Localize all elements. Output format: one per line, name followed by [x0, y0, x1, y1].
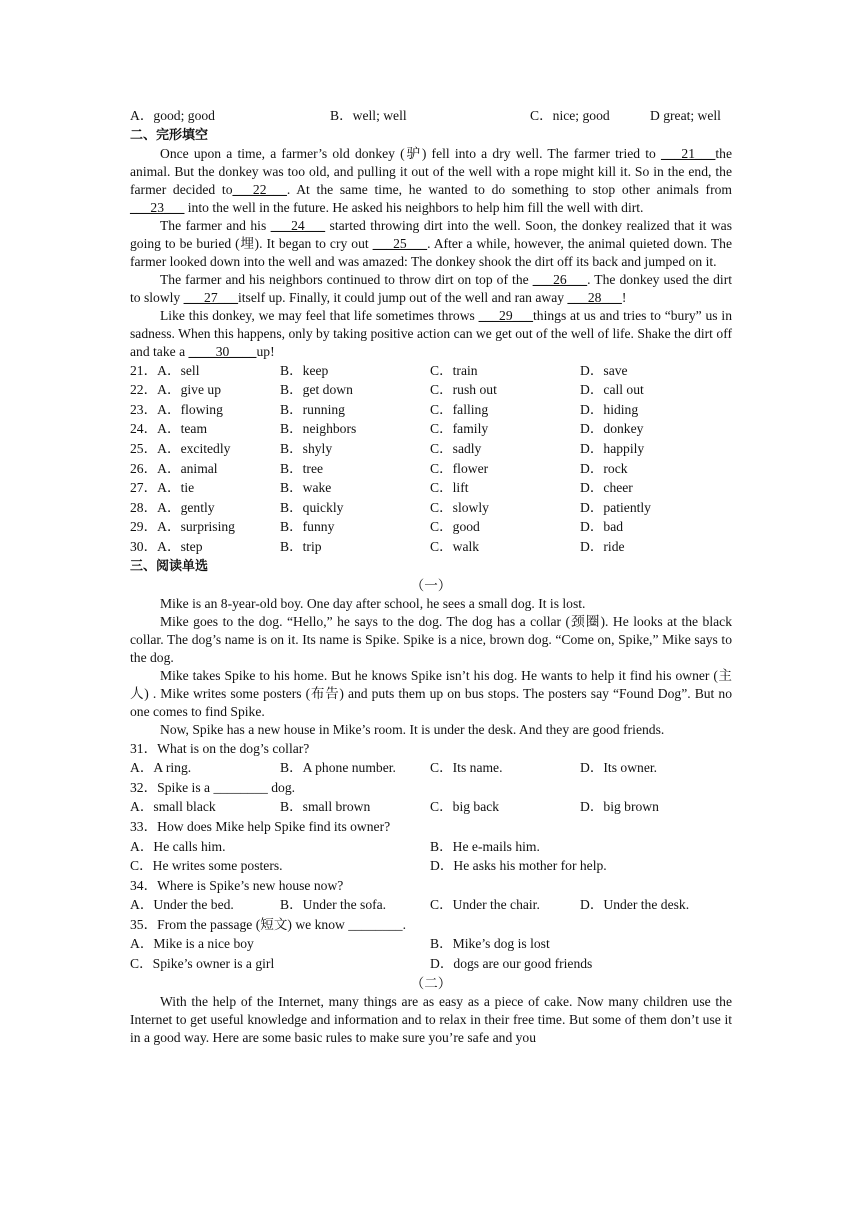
option-a: A．good; good: [130, 108, 215, 123]
cloze-option-row: 28．A．gently B．quickly C．slowly D．patiently: [130, 499, 651, 515]
cloze-options: [130, 361, 732, 557]
option-c: C．nice; good: [530, 108, 610, 123]
question-31-options: A．A ring. B．A phone number. C．Its name. D．Its owner.: [130, 760, 658, 776]
question-35: 35．From the passage (短文) we know ________.: [130, 916, 406, 932]
question-34: 34．Where is Spike’s new house now?: [130, 877, 344, 893]
cloze-option-row: 23．A．flowing B．running C．falling D．hiding: [130, 401, 639, 417]
cloze-option-row: 24．A．team B．neighbors C．family D．donkey: [130, 421, 644, 437]
question-33: 33．How does Mike help Spike find its owner?: [130, 818, 391, 834]
blank-28: ___28___: [567, 289, 622, 305]
question-35-options-row2: C．Spike’s owner is a girl D．dogs are our good friends: [130, 956, 593, 972]
exam-page: [130, 106, 732, 1047]
cloze-paragraph-3: The farmer and his neighbors continued to throw dirt on top of the ___26___. The donkey used the dirt to slowly ___27___itself up. Finally, it could jump out of the well and ran away ___28___!: [130, 271, 733, 305]
option-b: B．well; well: [330, 108, 407, 123]
passage-1-label: （一）: [410, 577, 452, 593]
question-31: 31．What is on the dog’s collar?: [130, 740, 310, 756]
passage-1-paragraph: Mike goes to the dog. “Hello,” he says to the dog. The dog has a collar (颈圈). He looks at the black collar. The dog’s name is on it. Its name is Spike. Spike is a nice, brown dog. “Come on, Spike,” Mike says to the dog.: [130, 613, 732, 665]
cloze-paragraph-1: Once upon a time, a farmer’s old donkey (驴) fell into a dry well. The farmer tried to ___21___the animal. But the donkey was too old, and pulling it out of the well with a rope might kill it. So in the end, the farmer decided to___22___. At the same time, he wanted to do something to stop other animals from ___23___ into the well in the future. He asked his neighbors to help him fill the well with dirt.: [130, 145, 732, 215]
passage-1-paragraph: Now, Spike has a new house in Mike’s room. It is under the desk. And they are good friends.: [160, 721, 665, 737]
passage-1-paragraph: Mike takes Spike to his home. But he knows Spike isn’t his dog. He wants to help it find his owner (主人) . Mike writes some posters (布告) and puts them up on bus stops. The posters say “Found Dog”. But no one comes to find Spike.: [130, 667, 732, 719]
option-d: D great; well: [650, 108, 721, 123]
cloze-option-row: 27．A．tie B．wake C．lift D．cheer: [130, 480, 633, 496]
question-33-options-row1: A．He calls him. B．He e-mails him.: [130, 838, 540, 854]
blank-26: ___26___: [532, 271, 588, 287]
blank-30: ____30____: [188, 343, 257, 359]
question-32-options: A．small black B．small brown C．big back D．big brown: [130, 799, 659, 815]
cloze-option-row: 30．A．step B．trip C．walk D．ride: [130, 538, 625, 554]
blank-23: ___23___: [130, 199, 185, 215]
passage-2-label: （二）: [410, 975, 452, 991]
cloze-paragraph-2: The farmer and his ___24___ started throwing dirt into the well. Soon, the donkey realized that it was going to be buried (埋). It began to cry out ___25___. After a while, however, the animal quieted down. The farmer looked down into the well and was amazed: The donkey shook the dirt off its back and jumped on it.: [130, 217, 732, 269]
cloze-option-row: 29．A．surprising B．funny C．good D．bad: [130, 519, 624, 535]
cloze-option-row: 22．A．give up B．get down C．rush out D．call out: [130, 382, 644, 398]
cloze-option-row: 25．A．excitedly B．shyly C．sadly D．happily: [130, 440, 645, 456]
question-35-options-row1: A．Mike is a nice boy B．Mike’s dog is lost: [130, 936, 550, 952]
passage-2-paragraph: With the help of the Internet, many things are as easy as a piece of cake. Now many children use the Internet to get useful knowledge and information and to relax in their free time. But some of them don’t use it in a good way. Here are some basic rules to make sure you’re safe and you: [130, 993, 732, 1045]
top-options-row: [130, 106, 732, 126]
blank-27: ___27___: [183, 289, 238, 305]
passage-1-paragraph: Mike is an 8-year-old boy. One day after school, he sees a small dog. It is lost.: [160, 595, 586, 611]
blank-22: ___22___: [232, 181, 287, 197]
blank-29: ___29___: [478, 307, 533, 323]
blank-21: ___21___: [661, 145, 716, 161]
blank-25: ___25___: [372, 235, 428, 251]
question-33-options-row2: C．He writes some posters. D．He asks his mother for help.: [130, 858, 607, 874]
blank-24: ___24___: [270, 217, 326, 233]
question-34-options: A．Under the bed. B．Under the sofa. C．Under the chair. D．Under the desk.: [130, 897, 690, 913]
section-heading-cloze: 二、完形填空: [130, 127, 209, 143]
section-heading-reading: 三、阅读单选: [130, 558, 209, 574]
cloze-option-row: 21．A．sell B．keep C．train D．save: [130, 362, 628, 378]
cloze-option-row: 26．A．animal B．tree C．flower D．rock: [130, 460, 628, 476]
question-32: 32．Spike is a ________ dog.: [130, 779, 296, 795]
cloze-paragraph-4: Like this donkey, we may feel that life sometimes throws ___29___things at us and tries to “bury” us in sadness. When this happens, only by taking positive action can we get out of the well of life. Shake the dirt off and take a ____30____up!: [130, 307, 732, 359]
